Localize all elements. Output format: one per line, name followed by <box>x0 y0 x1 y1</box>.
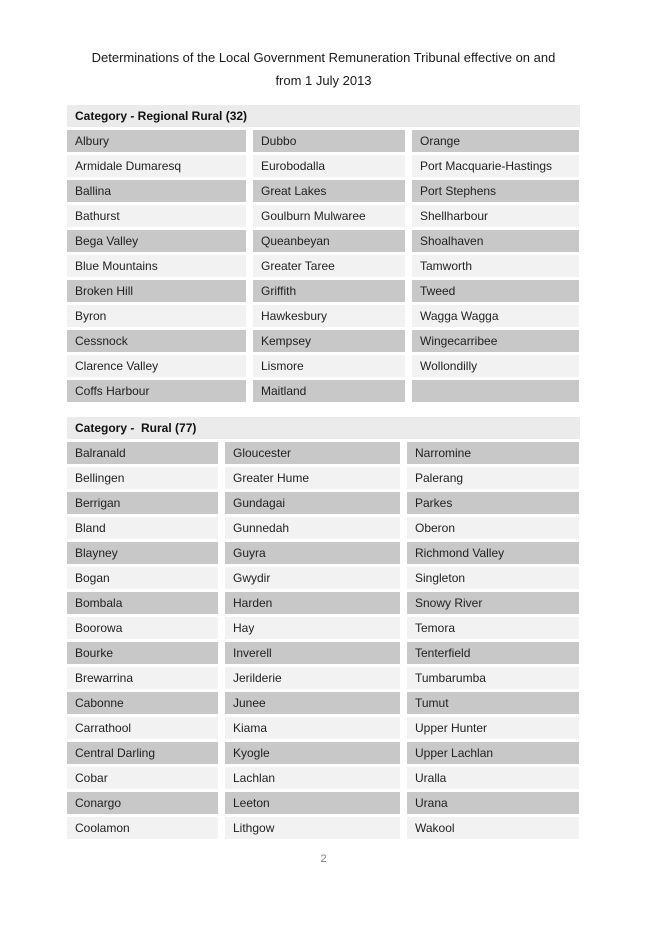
council-cell: Lithgow <box>225 817 400 839</box>
council-cell: Blue Mountains <box>67 255 246 277</box>
council-cell: Coffs Harbour <box>67 380 246 402</box>
council-cell: Tamworth <box>412 255 579 277</box>
council-cell: Blayney <box>67 542 218 564</box>
council-cell: Byron <box>67 305 246 327</box>
council-grid <box>67 442 580 839</box>
council-cell: Eurobodalla <box>253 155 405 177</box>
council-cell <box>412 380 579 402</box>
council-cell: Uralla <box>407 767 579 789</box>
council-cell: Richmond Valley <box>407 542 579 564</box>
council-cell: Bathurst <box>67 205 246 227</box>
council-cell: Bland <box>67 517 218 539</box>
council-cell: Narromine <box>407 442 579 464</box>
council-cell: Goulburn Mulwaree <box>253 205 405 227</box>
council-cell: Bogan <box>67 567 218 589</box>
council-cell: Hay <box>225 617 400 639</box>
council-cell: Queanbeyan <box>253 230 405 252</box>
council-cell: Wagga Wagga <box>412 305 579 327</box>
council-cell: Palerang <box>407 467 579 489</box>
council-cell: Central Darling <box>67 742 218 764</box>
council-cell: Gloucester <box>225 442 400 464</box>
council-cell: Harden <box>225 592 400 614</box>
council-grid <box>67 130 580 402</box>
council-cell: Tumbarumba <box>407 667 579 689</box>
council-cell: Temora <box>407 617 579 639</box>
council-cell: Armidale Dumaresq <box>67 155 246 177</box>
council-cell: Broken Hill <box>67 280 246 302</box>
council-cell: Balranald <box>67 442 218 464</box>
council-cell: Tumut <box>407 692 579 714</box>
council-cell: Berrigan <box>67 492 218 514</box>
council-cell: Great Lakes <box>253 180 405 202</box>
council-cell: Kyogle <box>225 742 400 764</box>
council-cell: Tenterfield <box>407 642 579 664</box>
title-line-2: from 1 July 2013 <box>275 73 372 88</box>
council-cell: Hawkesbury <box>253 305 405 327</box>
category-header: Category - Regional Rural (32) <box>67 105 580 127</box>
council-cell: Coolamon <box>67 817 218 839</box>
council-cell: Kiama <box>225 717 400 739</box>
regional-rural-table <box>67 105 580 402</box>
council-cell: Upper Hunter <box>407 717 579 739</box>
title-line-1: Determinations of the Local Government Remuneration Tribunal effective on and <box>91 50 556 65</box>
council-cell: Oberon <box>407 517 579 539</box>
council-cell: Lismore <box>253 355 405 377</box>
council-cell: Port Stephens <box>412 180 579 202</box>
council-cell: Greater Hume <box>225 467 400 489</box>
council-cell: Albury <box>67 130 246 152</box>
council-cell: Shellharbour <box>412 205 579 227</box>
council-cell: Wingecarribee <box>412 330 579 352</box>
council-cell: Urana <box>407 792 579 814</box>
council-cell: Bombala <box>67 592 218 614</box>
council-cell: Bega Valley <box>67 230 246 252</box>
council-cell: Lachlan <box>225 767 400 789</box>
council-cell: Maitland <box>253 380 405 402</box>
council-cell: Bourke <box>67 642 218 664</box>
council-cell: Ballina <box>67 180 246 202</box>
council-cell: Greater Taree <box>253 255 405 277</box>
council-cell: Brewarrina <box>67 667 218 689</box>
council-cell: Gundagai <box>225 492 400 514</box>
council-cell: Carrathool <box>67 717 218 739</box>
council-cell: Singleton <box>407 567 579 589</box>
council-cell: Cessnock <box>67 330 246 352</box>
council-cell: Conargo <box>67 792 218 814</box>
council-cell: Tweed <box>412 280 579 302</box>
page-number: 2 <box>320 853 327 865</box>
council-cell: Gwydir <box>225 567 400 589</box>
council-cell: Inverell <box>225 642 400 664</box>
council-cell: Bellingen <box>67 467 218 489</box>
category-header: Category - Rural (77) <box>67 417 580 439</box>
council-cell: Dubbo <box>253 130 405 152</box>
rural-table <box>67 417 580 839</box>
council-cell: Shoalhaven <box>412 230 579 252</box>
council-cell: Griffith <box>253 280 405 302</box>
council-cell: Orange <box>412 130 579 152</box>
council-cell: Port Macquarie-Hastings <box>412 155 579 177</box>
council-cell: Gunnedah <box>225 517 400 539</box>
council-cell: Kempsey <box>253 330 405 352</box>
council-cell: Jerilderie <box>225 667 400 689</box>
council-cell: Cabonne <box>67 692 218 714</box>
council-cell: Wakool <box>407 817 579 839</box>
council-cell: Parkes <box>407 492 579 514</box>
document-title <box>67 46 580 92</box>
council-cell: Leeton <box>225 792 400 814</box>
council-cell: Cobar <box>67 767 218 789</box>
council-cell: Boorowa <box>67 617 218 639</box>
council-cell: Upper Lachlan <box>407 742 579 764</box>
council-cell: Guyra <box>225 542 400 564</box>
council-cell: Clarence Valley <box>67 355 246 377</box>
council-cell: Junee <box>225 692 400 714</box>
council-cell: Snowy River <box>407 592 579 614</box>
council-cell: Wollondilly <box>412 355 579 377</box>
